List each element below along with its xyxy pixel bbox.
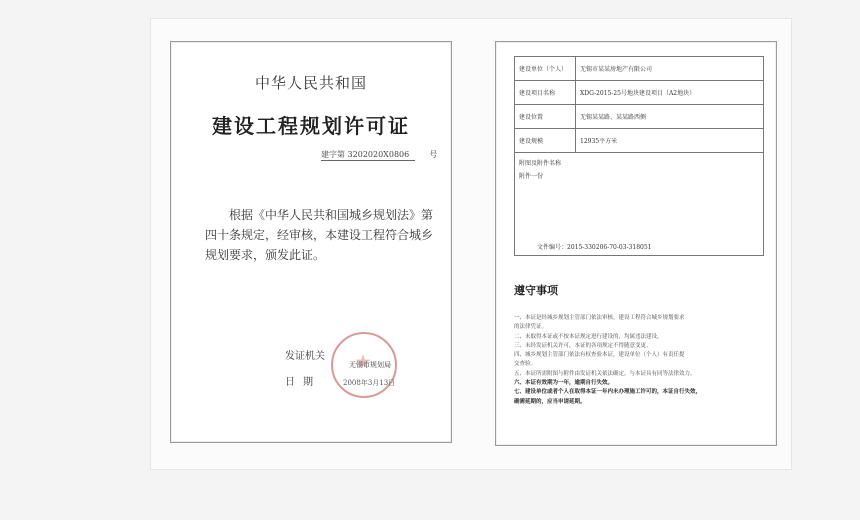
document-number: 文件编号：2015-330206-70-03-318051 [537, 244, 652, 251]
notice-item: 七、建设单位或者个人在取得本证一年内未办理施工许可的，本证自行失效， [514, 389, 702, 396]
attachment-label: 附图及附件名称 [519, 160, 562, 167]
table-row [515, 57, 764, 81]
row-value: 无锡某某路、某某路西侧 [576, 105, 764, 129]
notice-item: 确需延期的，应当申请延期。 [514, 398, 586, 405]
issuer-value: 无锡市规划局 [349, 361, 391, 369]
certificate-title: 建设工程规划许可证 [212, 114, 410, 138]
row-value: 12935平方米 [576, 129, 764, 153]
project-info-table [514, 56, 764, 256]
issuer-label: 发证机关 [285, 351, 325, 362]
notice-item: 六、本证有效期为一年，逾期自行失效。 [514, 380, 614, 387]
table-row [515, 105, 764, 129]
date-label: 日期 [285, 377, 321, 388]
notice-item: 三、未经发证机关许可，本证的各项规定不得随意变更。 [514, 342, 652, 349]
table-row [515, 81, 764, 105]
notice-item: 的法律凭证。 [514, 324, 548, 331]
permit-cover-page [170, 41, 452, 443]
row-value: 无锡市某某房地产有限公司 [576, 57, 764, 81]
row-label: 建设单位（个人） [515, 57, 576, 81]
notice-item: 四、城乡规划主管部门依法有权查验本证，建设单位（个人）有责任提 [514, 352, 685, 359]
attachment-cell [515, 153, 764, 256]
attachment-row [515, 153, 764, 256]
certificate-number-value: 3202020X0806 [347, 150, 410, 159]
issue-date: 2008年3月13日 [343, 379, 396, 387]
row-label: 建设项目名称 [515, 81, 576, 105]
attachment-value: 附件一份 [519, 173, 544, 180]
row-label: 建设规模 [515, 129, 576, 153]
certificate-number [321, 149, 438, 161]
certificate-number-suffix: 号 [429, 150, 438, 159]
certificate-number-label: 建字第 [321, 150, 345, 159]
legal-basis-text: 根据《中华人民共和国城乡规划法》第四十条规定，经审核，本建设工程符合城乡规划要求，颁发此证。 [205, 208, 434, 262]
notice-item: 五、本证所需附图与附件由发证机关依法确定，与本证具有同等法律效力。 [514, 370, 696, 377]
notice-list [514, 314, 764, 407]
row-value: XDG-2015-25号地块建设项目（A2地块） [576, 81, 764, 105]
table-row [515, 129, 764, 153]
notice-item: 二、未取得本证或不按本证规定进行建设的，均属违法建设。 [514, 333, 663, 340]
row-label: 建设位置 [515, 105, 576, 129]
notice-title: 遵守事项 [514, 284, 558, 297]
notice-item: 一、本证是经城乡规划主管部门依法审核，建设工程符合城乡规划要求 [514, 315, 685, 321]
country-name: 中华人民共和国 [254, 74, 367, 92]
permit-details-page [495, 41, 777, 446]
notice-item: 交查验。 [514, 361, 537, 368]
